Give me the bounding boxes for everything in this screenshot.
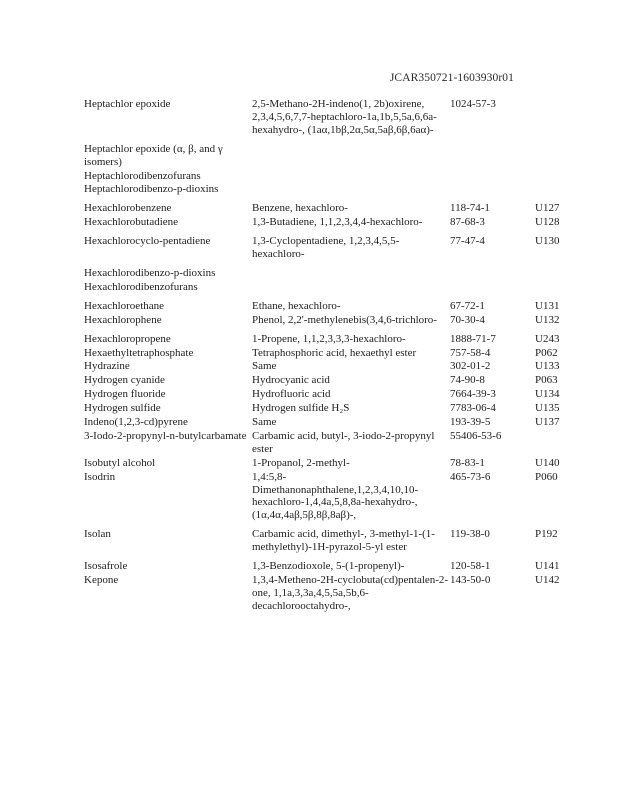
chemical-description: Carbamic acid, butyl-, 3-iodo-2-propynyl ester [252, 429, 435, 455]
chemical-name: Heptachlorodibenzo-p-dioxins [84, 183, 219, 196]
hazardous-waste-code [535, 170, 574, 184]
chemical-description: 1,4:5,8-Dimethanonaphthalene,1,2,3,4,10,10-hexachloro-1,4,4a,5,8,8a-hexahydro-, (1α,4α,4aβ,5β,8β,8aβ)-, [252, 470, 419, 522]
cas-number: 302-01-2 [450, 360, 491, 373]
chemical-description: Same [252, 416, 277, 429]
chemical-table [84, 98, 574, 614]
cas-number [450, 170, 535, 184]
hazardous-waste-code: P062 [535, 346, 558, 359]
table-row [84, 374, 574, 388]
hazardous-waste-code [535, 267, 574, 281]
chemical-name: Hydrogen fluoride [84, 388, 166, 401]
cas-number [450, 183, 535, 197]
chemical-name: Isodrin [84, 470, 116, 483]
table-row [84, 347, 574, 361]
chemical-description: 1,3-Benzodioxole, 5-(1-propenyl)- [252, 560, 405, 573]
cas-number: 77-47-4 [450, 235, 485, 248]
hazardous-waste-code: P192 [535, 528, 558, 541]
hazardous-waste-code: U243 [535, 332, 560, 345]
chemical-name: Hexachlorophene [84, 313, 162, 326]
cas-number: 55406-53-6 [450, 429, 502, 442]
chemical-description: 1,3,4-Metheno-2H-cyclobuta(cd)pentalen-2-one, 1,1a,3,3a,4,5,5a,5b,6-decachlorooctahydro-, [252, 574, 449, 612]
cas-number: 193-39-5 [450, 416, 491, 429]
cas-number: 74-90-8 [450, 374, 485, 387]
table-row [84, 143, 574, 170]
chemical-name: Hexachlorobutadiene [84, 216, 179, 229]
chemical-name: Hexaethyltetraphosphate [84, 346, 194, 359]
hazardous-waste-code: U141 [535, 560, 560, 573]
table-row [84, 202, 574, 216]
table-row [84, 416, 574, 430]
hazardous-waste-code [535, 430, 574, 457]
hazardous-waste-code [535, 143, 574, 170]
chemical-name: Heptachlorodibenzofurans [84, 169, 201, 182]
hazardous-waste-code: P063 [535, 374, 558, 387]
cas-number: 120-58-1 [450, 560, 491, 573]
table-row [84, 170, 574, 184]
chemical-description [252, 183, 450, 197]
chemical-name: 3-Iodo-2-propynyl-n-butylcarbamate [84, 429, 247, 442]
cas-number: 7664-39-3 [450, 388, 496, 401]
hazardous-waste-code: U142 [535, 574, 560, 586]
cas-number: 118-74-1 [450, 202, 490, 215]
cas-number: 7783-06-4 [450, 402, 496, 415]
table-row [84, 402, 574, 416]
hazardous-waste-code [535, 98, 574, 138]
cas-number [450, 143, 535, 170]
hazardous-waste-code: U131 [535, 299, 560, 312]
table-row [84, 314, 574, 328]
hazardous-waste-code: U137 [535, 416, 560, 429]
chemical-description: Hydrocyanic acid [252, 374, 330, 387]
chemical-name: Hexachlorodibenzofurans [84, 280, 198, 293]
chemical-description: 1,3-Butadiene, 1,1,2,3,4,4-hexachloro- [252, 216, 423, 229]
table-row [84, 281, 574, 295]
chemical-description: 1,3-Cyclopentadiene, 1,2,3,4,5,5-hexachloro- [252, 235, 400, 261]
cas-number: 78-83-1 [450, 456, 485, 469]
table-row [84, 183, 574, 197]
hazardous-waste-code: U135 [535, 402, 560, 415]
chemical-name: Isobutyl alcohol [84, 456, 156, 469]
table-row [84, 457, 574, 471]
cas-number [450, 267, 535, 281]
hazardous-waste-code: U132 [535, 313, 560, 326]
cas-number: 70-30-4 [450, 313, 485, 326]
table-row [84, 528, 574, 555]
table-row [84, 333, 574, 347]
chemical-description: Benzene, hexachloro- [252, 202, 348, 215]
table-row [84, 560, 574, 574]
table-row [84, 235, 574, 262]
chemical-description: Hydrofluoric acid [252, 388, 331, 401]
cas-number: 1024-57-3 [450, 98, 496, 110]
hazardous-waste-code: U134 [535, 388, 560, 401]
cas-number: 757-58-4 [450, 346, 491, 359]
chemical-name: Heptachlor epoxide [84, 98, 171, 110]
table-row [84, 300, 574, 314]
table-row [84, 430, 574, 457]
chemical-description: Phenol, 2,2'-methylenebis(3,4,6-trichloro- [252, 313, 437, 326]
cas-number: 67-72-1 [450, 299, 485, 312]
chemical-name: Hexachlorocyclo-pentadiene [84, 235, 211, 248]
chemical-name: Hexachloroethane [84, 299, 165, 312]
chemical-description: Carbamic acid, dimethyl-, 3-methyl-1-(1-methylethyl)-1H-pyrazol-5-yl ester [252, 528, 435, 554]
chemical-description [252, 143, 450, 170]
chemical-description [252, 281, 450, 295]
table-row [84, 471, 574, 524]
table-row [84, 216, 574, 230]
hazardous-waste-code [535, 183, 574, 197]
cas-number [450, 281, 535, 295]
chemical-name: Hydrazine [84, 360, 130, 373]
chemical-description: Tetraphosphoric acid, hexaethyl ester [252, 346, 417, 359]
table-row [84, 388, 574, 402]
chemical-name: Hexachlorodibenzo-p-dioxins [84, 266, 216, 279]
chemical-table-body [84, 98, 574, 614]
chemical-description: Ethane, hexachloro- [252, 299, 341, 312]
chemical-name: Hexachlorobenzene [84, 202, 172, 215]
cas-number: 465-73-6 [450, 470, 491, 483]
chemical-name: Indeno(1,2,3-cd)pyrene [84, 416, 188, 429]
hazardous-waste-code [535, 281, 574, 295]
chemical-description [252, 267, 450, 281]
table-row [84, 267, 574, 281]
chemical-name: Hydrogen sulfide [84, 402, 161, 415]
chemical-description: Hydrogen sulfide H₂S [252, 402, 350, 415]
cas-number: 119-38-0 [450, 528, 490, 541]
chemical-name: Hexachloropropene [84, 332, 171, 345]
chemical-description: 2,5-Methano-2H-indeno(1, 2b)oxirene, 2,3,4,5,6,7,7-heptachloro-1a,1b,5,5a,6,6a-hexahydro-, (1aα,1bβ,2α,5α,5aβ,6β,6aα)- [252, 98, 437, 136]
chemical-name: Isosafrole [84, 560, 128, 573]
cas-number: 143-50-0 [450, 574, 491, 586]
table-row [84, 98, 574, 138]
chemical-name: Kepone [84, 574, 119, 586]
table-row [84, 574, 574, 614]
chemical-description: 1-Propanol, 2-methyl- [252, 456, 350, 469]
hazardous-waste-code: U133 [535, 360, 560, 373]
document-id: JCAR350721-1603930r01 [389, 72, 514, 84]
chemical-description [252, 170, 450, 184]
table-row [84, 360, 574, 374]
chemical-name: Isolan [84, 528, 111, 541]
hazardous-waste-code: U128 [535, 216, 560, 229]
hazardous-waste-code: U127 [535, 202, 560, 215]
hazardous-waste-code: P060 [535, 470, 558, 483]
chemical-name: Heptachlor epoxide (α, β, and γ isomers) [84, 142, 223, 168]
hazardous-waste-code: U130 [535, 235, 560, 248]
chemical-description: Same [252, 360, 277, 373]
hazardous-waste-code: U140 [535, 456, 560, 469]
cas-number: 87-68-3 [450, 216, 485, 229]
chemical-name: Hydrogen cyanide [84, 374, 165, 387]
chemical-description: 1-Propene, 1,1,2,3,3,3-hexachloro- [252, 332, 406, 345]
cas-number: 1888-71-7 [450, 332, 496, 345]
